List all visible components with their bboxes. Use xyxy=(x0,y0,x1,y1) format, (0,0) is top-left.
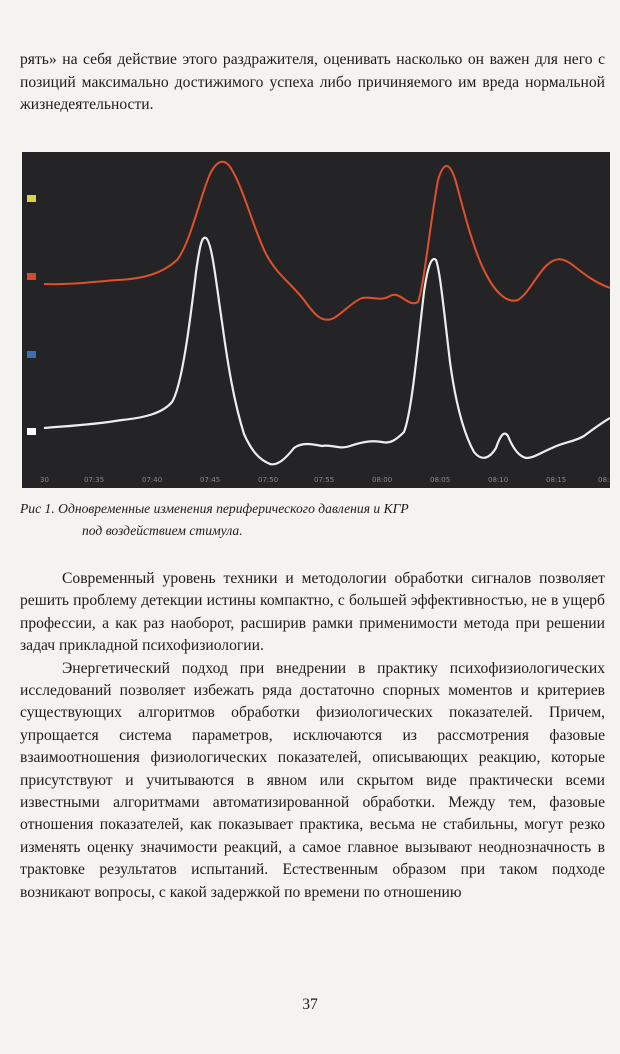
time-tick: 07:40 xyxy=(142,476,163,484)
figure-caption xyxy=(20,498,605,542)
time-tick: 08: xyxy=(598,476,610,484)
pressure-curve xyxy=(44,162,610,320)
legend-marker-yellow xyxy=(27,195,36,202)
time-tick: 08:05 xyxy=(430,476,451,484)
time-tick: 07:55 xyxy=(314,476,335,484)
time-tick: 07:50 xyxy=(258,476,279,484)
time-axis xyxy=(40,476,609,484)
time-tick: 08:10 xyxy=(488,476,509,484)
paragraph: Современный уровень техники и методологии обработки сигналов позволяет решить проблему детекции истины компактно, с большей эффективностью, не в ущерб профессии, а как раз наоборот, расширив рамки применимости метода при решении задач прикладной психофизиологии. xyxy=(20,570,605,655)
legend-marker-red xyxy=(27,273,36,280)
time-tick: 08:00 xyxy=(372,476,393,484)
top-paragraph: рять» на себя действие этого раздражителя, оценивать насколько он важен для него с позиций максимально достижимого успеха либо причиняемого им вреда нормальной жизнедеятельности. xyxy=(20,51,605,113)
body-text xyxy=(20,568,605,904)
signal-chart xyxy=(22,152,610,488)
signal-figure xyxy=(22,152,610,488)
paragraph: Энергетический подход при внедрении в практику психофизиологических исследований позволяет избежать ряда достаточно спорных моментов и критериев существующих алгоритмов обработки физиологических показателей. Причем, упрощается система параметров, исключаются из рассмотрения фазовые взаимоотношения физиологических показателей, описывающих реакцию, которые присутствуют и учитываются в явном или скрытом виде практически всеми известными алгоритмами автоматизированной обработки. Между тем, фазовые отношения показателей, как показывает практика, весьма не стабильны, могут резко изменять оценку значимости реакций, а самое главное вызывают неоднозначность в трактовке результатов испытаний. Естественным образом при таком подходе возникают вопросы, с какой задержкой по времени по отношению xyxy=(20,659,605,901)
gsr-curve xyxy=(44,238,610,465)
time-tick: 07:45 xyxy=(200,476,221,484)
caption-line-2: под воздействием стимула. xyxy=(82,523,243,538)
time-tick: 08:15 xyxy=(546,476,567,484)
legend-marker-blue xyxy=(27,351,36,358)
time-tick: 30 xyxy=(40,476,49,484)
page-number: 37 xyxy=(302,996,318,1013)
time-tick: 07:35 xyxy=(84,476,105,484)
legend-marker-white xyxy=(27,428,36,435)
caption-line-1: Рис 1. Одновременные изменения периферического давления и КГР xyxy=(20,501,409,516)
